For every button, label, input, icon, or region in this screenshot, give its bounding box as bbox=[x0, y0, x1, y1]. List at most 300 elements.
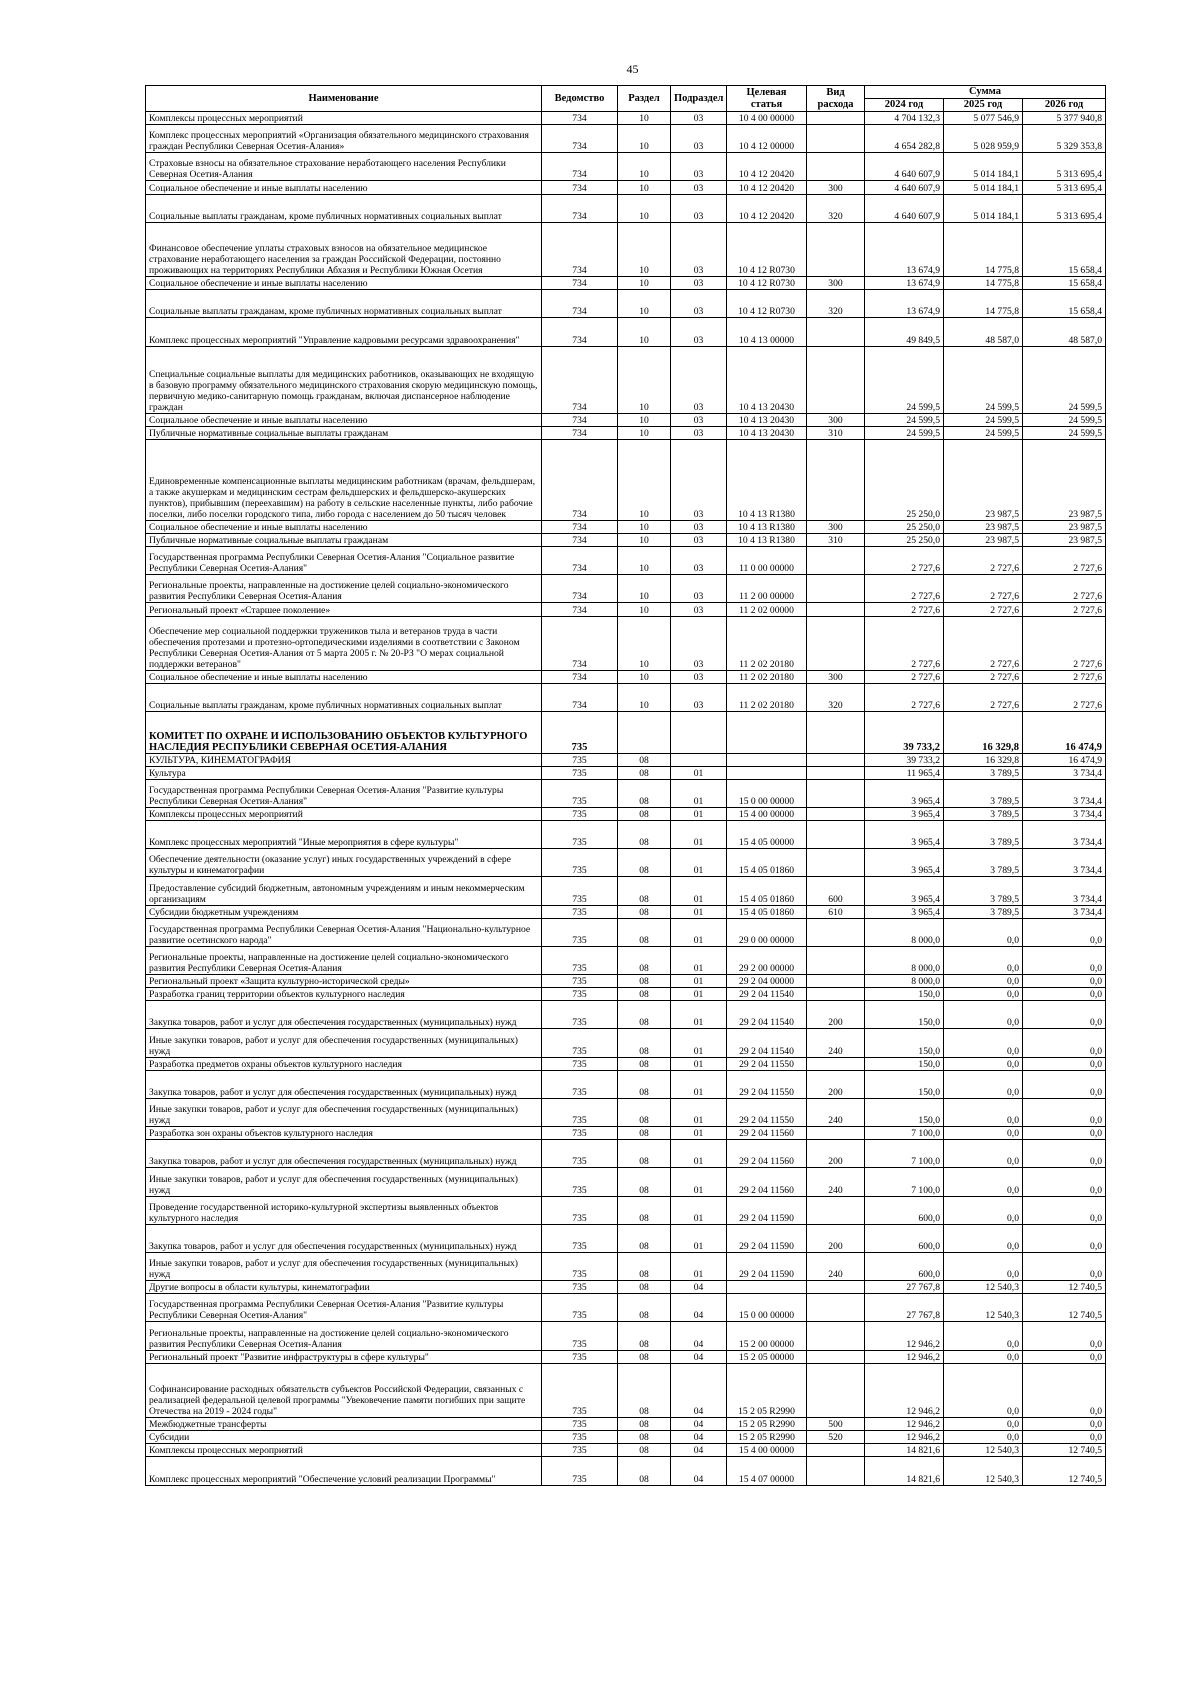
row-podrazdel: 04 bbox=[671, 1444, 727, 1457]
row-2024: 600,0 bbox=[865, 1196, 944, 1224]
row-2025: 2 727,6 bbox=[944, 603, 1023, 616]
row-2025: 23 987,5 bbox=[944, 533, 1023, 546]
row-razdel: 08 bbox=[618, 1252, 671, 1280]
row-2026: 23 987,5 bbox=[1023, 440, 1106, 521]
row-name: Комплекс процессных мероприятий "Управление кадровыми ресурсами здравоохранения" bbox=[146, 318, 542, 346]
row-target bbox=[727, 753, 807, 766]
row-razdel: 08 bbox=[618, 779, 671, 807]
row-vid bbox=[807, 222, 865, 276]
row-2026: 15 658,4 bbox=[1023, 277, 1106, 290]
row-2026: 3 734,4 bbox=[1023, 766, 1106, 779]
row-2025: 3 789,5 bbox=[944, 779, 1023, 807]
row-vid: 200 bbox=[807, 1001, 865, 1029]
row-name: Комплекс процессных мероприятий «Организация обязательного медицинского страхования граждан Республики Северная Осетия-Алания» bbox=[146, 125, 542, 153]
row-2026: 12 740,5 bbox=[1023, 1281, 1106, 1294]
row-podrazdel: 01 bbox=[671, 877, 727, 905]
row-name: Социальное обеспечение и иные выплаты населению bbox=[146, 414, 542, 427]
row-vedomstvo: 734 bbox=[542, 222, 618, 276]
row-podrazdel: 01 bbox=[671, 820, 727, 848]
row-target: 15 4 00 00000 bbox=[727, 1444, 807, 1457]
row-2025: 5 014 184,1 bbox=[944, 194, 1023, 222]
row-vid: 300 bbox=[807, 181, 865, 194]
row-podrazdel: 03 bbox=[671, 290, 727, 318]
row-vid: 300 bbox=[807, 520, 865, 533]
row-vedomstvo: 734 bbox=[542, 616, 618, 670]
row-podrazdel: 01 bbox=[671, 1098, 727, 1126]
row-target: 10 4 12 20420 bbox=[727, 181, 807, 194]
row-2024: 24 599,5 bbox=[865, 414, 944, 427]
row-vedomstvo: 735 bbox=[542, 918, 618, 946]
row-vid: 240 bbox=[807, 1098, 865, 1126]
row-target bbox=[727, 712, 807, 753]
row-podrazdel: 03 bbox=[671, 684, 727, 712]
row-target: 29 2 04 11590 bbox=[727, 1196, 807, 1224]
row-razdel: 10 bbox=[618, 427, 671, 440]
table-row bbox=[146, 125, 1106, 153]
row-vedomstvo: 735 bbox=[542, 946, 618, 974]
row-2024: 150,0 bbox=[865, 1029, 944, 1057]
row-target: 15 2 05 R2990 bbox=[727, 1418, 807, 1431]
row-razdel: 08 bbox=[618, 1098, 671, 1126]
row-target: 11 2 02 00000 bbox=[727, 603, 807, 616]
row-razdel: 10 bbox=[618, 575, 671, 603]
row-name: Предоставление субсидий бюджетным, автономным учреждениям и иным некоммерческим организациям bbox=[146, 877, 542, 905]
row-podrazdel: 01 bbox=[671, 1168, 727, 1196]
row-razdel: 08 bbox=[618, 1168, 671, 1196]
row-vid: 200 bbox=[807, 1224, 865, 1252]
row-razdel: 08 bbox=[618, 877, 671, 905]
row-vedomstvo: 735 bbox=[542, 1444, 618, 1457]
row-2026: 0,0 bbox=[1023, 1350, 1106, 1363]
row-name: Иные закупки товаров, работ и услуг для обеспечения государственных (муниципальных) нужд bbox=[146, 1168, 542, 1196]
table-row bbox=[146, 712, 1106, 753]
row-razdel: 08 bbox=[618, 1444, 671, 1457]
row-2025: 0,0 bbox=[944, 1196, 1023, 1224]
row-razdel: 08 bbox=[618, 905, 671, 918]
row-2025: 0,0 bbox=[944, 1322, 1023, 1350]
row-razdel: 10 bbox=[618, 603, 671, 616]
row-razdel: 08 bbox=[618, 1431, 671, 1444]
row-vid bbox=[807, 1363, 865, 1417]
row-podrazdel: 01 bbox=[671, 1252, 727, 1280]
row-vid bbox=[807, 1127, 865, 1140]
row-name: Социальное обеспечение и иные выплаты населению bbox=[146, 670, 542, 683]
row-vedomstvo: 735 bbox=[542, 877, 618, 905]
row-target: 10 4 12 R0730 bbox=[727, 222, 807, 276]
table-row bbox=[146, 1196, 1106, 1224]
row-name: Социальное обеспечение и иные выплаты населению bbox=[146, 181, 542, 194]
header-vid: Вид расхода bbox=[807, 86, 865, 112]
row-razdel: 10 bbox=[618, 125, 671, 153]
row-2026: 2 727,6 bbox=[1023, 603, 1106, 616]
row-razdel: 08 bbox=[618, 1418, 671, 1431]
row-2025: 12 540,3 bbox=[944, 1281, 1023, 1294]
row-vid bbox=[807, 1196, 865, 1224]
row-2024: 3 965,4 bbox=[865, 849, 944, 877]
row-2025: 5 028 959,9 bbox=[944, 125, 1023, 153]
row-2025: 0,0 bbox=[944, 1001, 1023, 1029]
row-razdel: 08 bbox=[618, 1196, 671, 1224]
row-2026: 16 474,9 bbox=[1023, 712, 1106, 753]
header-summa: Сумма bbox=[865, 86, 1106, 99]
row-2024: 7 100,0 bbox=[865, 1140, 944, 1168]
row-podrazdel: 04 bbox=[671, 1431, 727, 1444]
row-vedomstvo: 735 bbox=[542, 820, 618, 848]
row-vid bbox=[807, 753, 865, 766]
row-podrazdel: 04 bbox=[671, 1322, 727, 1350]
row-target: 10 4 00 00000 bbox=[727, 112, 807, 125]
row-vedomstvo: 735 bbox=[542, 779, 618, 807]
row-podrazdel: 03 bbox=[671, 427, 727, 440]
table-row bbox=[146, 1418, 1106, 1431]
row-2026: 24 599,5 bbox=[1023, 427, 1106, 440]
row-target: 29 2 04 11590 bbox=[727, 1252, 807, 1280]
row-2025: 14 775,8 bbox=[944, 290, 1023, 318]
row-name: Социальное обеспечение и иные выплаты населению bbox=[146, 520, 542, 533]
row-vedomstvo: 734 bbox=[542, 520, 618, 533]
row-name: Региональный проект «Старшее поколение» bbox=[146, 603, 542, 616]
table-row bbox=[146, 1457, 1106, 1485]
row-target: 11 2 02 20180 bbox=[727, 670, 807, 683]
row-2026: 0,0 bbox=[1023, 946, 1106, 974]
row-podrazdel: 01 bbox=[671, 779, 727, 807]
row-name: Социальное обеспечение и иные выплаты населению bbox=[146, 277, 542, 290]
table-row bbox=[146, 946, 1106, 974]
row-2024: 25 250,0 bbox=[865, 440, 944, 521]
row-2024: 2 727,6 bbox=[865, 547, 944, 575]
budget-table bbox=[145, 85, 1106, 1486]
row-target: 15 2 05 R2990 bbox=[727, 1431, 807, 1444]
row-2026: 0,0 bbox=[1023, 988, 1106, 1001]
table-row bbox=[146, 520, 1106, 533]
row-name: Региональные проекты, направленные на достижение целей социально-экономического развития Республики Северная Осетия-Алания bbox=[146, 575, 542, 603]
row-2024: 4 640 607,9 bbox=[865, 181, 944, 194]
row-target: 29 2 04 11560 bbox=[727, 1140, 807, 1168]
row-2026: 15 658,4 bbox=[1023, 222, 1106, 276]
row-2026: 0,0 bbox=[1023, 1363, 1106, 1417]
table-row bbox=[146, 684, 1106, 712]
table-row bbox=[146, 290, 1106, 318]
page-number: 45 bbox=[626, 62, 639, 76]
table-row bbox=[146, 905, 1106, 918]
row-podrazdel: 04 bbox=[671, 1281, 727, 1294]
row-razdel: 08 bbox=[618, 1140, 671, 1168]
row-2026: 2 727,6 bbox=[1023, 684, 1106, 712]
row-2026: 12 740,5 bbox=[1023, 1457, 1106, 1485]
row-vid bbox=[807, 1294, 865, 1322]
table-row bbox=[146, 1431, 1106, 1444]
row-2025: 3 789,5 bbox=[944, 820, 1023, 848]
row-vid: 320 bbox=[807, 684, 865, 712]
row-2026: 3 734,4 bbox=[1023, 807, 1106, 820]
table-row bbox=[146, 670, 1106, 683]
row-vedomstvo: 735 bbox=[542, 1350, 618, 1363]
row-vid: 200 bbox=[807, 1140, 865, 1168]
row-podrazdel: 03 bbox=[671, 616, 727, 670]
row-vid bbox=[807, 1457, 865, 1485]
row-name: Специальные социальные выплаты для медицинских работников, оказывающих не входящую в базовую программу обязательного медицинского страхования скорую медицинскую помощь, первичную медико-санитарную помощь гражданам, включая диспансерное наблюдение граждан bbox=[146, 346, 542, 414]
table-row bbox=[146, 1294, 1106, 1322]
row-2024: 14 821,6 bbox=[865, 1444, 944, 1457]
table-row bbox=[146, 1224, 1106, 1252]
row-2024: 150,0 bbox=[865, 1001, 944, 1029]
table-row bbox=[146, 1140, 1106, 1168]
row-razdel: 08 bbox=[618, 1322, 671, 1350]
table-row bbox=[146, 1098, 1106, 1126]
row-razdel: 10 bbox=[618, 440, 671, 521]
row-target: 10 4 13 20430 bbox=[727, 414, 807, 427]
header-razdel: Раздел bbox=[618, 86, 671, 112]
row-podrazdel: 01 bbox=[671, 1196, 727, 1224]
row-2025: 2 727,6 bbox=[944, 670, 1023, 683]
header-name: Наименование bbox=[146, 86, 542, 112]
table-row bbox=[146, 1363, 1106, 1417]
row-target: 29 2 04 11550 bbox=[727, 1098, 807, 1126]
row-name: Региональный проект "Развитие инфраструктуры в сфере культуры" bbox=[146, 1350, 542, 1363]
row-2025: 0,0 bbox=[944, 1363, 1023, 1417]
row-target: 29 2 04 11590 bbox=[727, 1224, 807, 1252]
row-2025: 24 599,5 bbox=[944, 427, 1023, 440]
row-name: Государственная программа Республики Северная Осетия-Алания "Социальное развитие Республики Северная Осетия-Алания" bbox=[146, 547, 542, 575]
row-2024: 4 640 607,9 bbox=[865, 153, 944, 181]
row-2024: 8 000,0 bbox=[865, 946, 944, 974]
row-2024: 39 733,2 bbox=[865, 753, 944, 766]
row-razdel: 10 bbox=[618, 670, 671, 683]
row-2024: 12 946,2 bbox=[865, 1418, 944, 1431]
row-vedomstvo: 735 bbox=[542, 1457, 618, 1485]
row-podrazdel: 03 bbox=[671, 414, 727, 427]
row-name: Проведение государственной историко-культурной экспертизы выявленных объектов культурного наследия bbox=[146, 1196, 542, 1224]
row-2024: 3 965,4 bbox=[865, 905, 944, 918]
row-2024: 600,0 bbox=[865, 1224, 944, 1252]
row-2024: 3 965,4 bbox=[865, 807, 944, 820]
row-vedomstvo: 734 bbox=[542, 112, 618, 125]
row-podrazdel: 04 bbox=[671, 1457, 727, 1485]
table-body bbox=[146, 112, 1106, 1486]
row-target: 11 2 02 20180 bbox=[727, 616, 807, 670]
row-2026: 24 599,5 bbox=[1023, 346, 1106, 414]
row-target: 10 4 12 20420 bbox=[727, 194, 807, 222]
row-2025: 16 329,8 bbox=[944, 753, 1023, 766]
row-2024: 150,0 bbox=[865, 1070, 944, 1098]
row-2026: 0,0 bbox=[1023, 1252, 1106, 1280]
table-row bbox=[146, 153, 1106, 181]
row-2025: 0,0 bbox=[944, 1418, 1023, 1431]
row-2025: 23 987,5 bbox=[944, 440, 1023, 521]
row-vedomstvo: 735 bbox=[542, 849, 618, 877]
row-name: Софинансирование расходных обязательств субъектов Российской Федерации, связанных с реализацией федеральной целевой программы "Увековечение памяти погибших при защите Отечества на 2019 - 2024 годы" bbox=[146, 1363, 542, 1417]
row-2024: 39 733,2 bbox=[865, 712, 944, 753]
row-2026: 0,0 bbox=[1023, 1418, 1106, 1431]
table-row bbox=[146, 1070, 1106, 1098]
row-vedomstvo: 735 bbox=[542, 1001, 618, 1029]
row-target: 29 2 04 11540 bbox=[727, 1029, 807, 1057]
row-podrazdel: 03 bbox=[671, 520, 727, 533]
row-2026: 0,0 bbox=[1023, 1196, 1106, 1224]
row-vedomstvo: 734 bbox=[542, 575, 618, 603]
row-razdel: 10 bbox=[618, 181, 671, 194]
row-vid: 520 bbox=[807, 1431, 865, 1444]
row-razdel: 10 bbox=[618, 153, 671, 181]
table-row bbox=[146, 318, 1106, 346]
row-2025: 5 077 546,9 bbox=[944, 112, 1023, 125]
row-razdel bbox=[618, 712, 671, 753]
row-2026: 3 734,4 bbox=[1023, 877, 1106, 905]
row-name: Другие вопросы в области культуры, кинематографии bbox=[146, 1281, 542, 1294]
row-2026: 0,0 bbox=[1023, 1224, 1106, 1252]
row-name: Комплекс процессных мероприятий "Иные мероприятия в сфере культуры" bbox=[146, 820, 542, 848]
row-razdel: 08 bbox=[618, 1127, 671, 1140]
header-podrazdel: Подраздел bbox=[671, 86, 727, 112]
row-podrazdel: 03 bbox=[671, 670, 727, 683]
row-vedomstvo: 735 bbox=[542, 1196, 618, 1224]
row-vedomstvo: 734 bbox=[542, 603, 618, 616]
row-2026: 2 727,6 bbox=[1023, 616, 1106, 670]
row-razdel: 10 bbox=[618, 684, 671, 712]
row-target: 15 2 05 R2990 bbox=[727, 1363, 807, 1417]
table-row bbox=[146, 1350, 1106, 1363]
row-2025: 0,0 bbox=[944, 988, 1023, 1001]
row-vedomstvo: 734 bbox=[542, 427, 618, 440]
row-vedomstvo: 734 bbox=[542, 153, 618, 181]
table-row bbox=[146, 1127, 1106, 1140]
table-row bbox=[146, 533, 1106, 546]
row-target: 29 2 04 00000 bbox=[727, 975, 807, 988]
row-2024: 3 965,4 bbox=[865, 820, 944, 848]
row-podrazdel: 01 bbox=[671, 1057, 727, 1070]
header-2024: 2024 год bbox=[865, 99, 944, 112]
table-row bbox=[146, 1029, 1106, 1057]
row-vid bbox=[807, 820, 865, 848]
row-razdel: 10 bbox=[618, 112, 671, 125]
row-vedomstvo: 735 bbox=[542, 1070, 618, 1098]
row-2024: 27 767,8 bbox=[865, 1281, 944, 1294]
row-2024: 49 849,5 bbox=[865, 318, 944, 346]
table-row bbox=[146, 616, 1106, 670]
row-target bbox=[727, 1281, 807, 1294]
table-row bbox=[146, 1168, 1106, 1196]
header-target: Целевая статья bbox=[727, 86, 807, 112]
row-target: 10 4 12 R0730 bbox=[727, 277, 807, 290]
row-podrazdel bbox=[671, 712, 727, 753]
row-2025: 0,0 bbox=[944, 1070, 1023, 1098]
row-target: 10 4 12 20420 bbox=[727, 153, 807, 181]
table-row bbox=[146, 427, 1106, 440]
row-vedomstvo: 734 bbox=[542, 194, 618, 222]
row-vid bbox=[807, 1350, 865, 1363]
row-2024: 2 727,6 bbox=[865, 575, 944, 603]
row-vid bbox=[807, 712, 865, 753]
table-row bbox=[146, 877, 1106, 905]
row-target: 10 4 13 R1380 bbox=[727, 520, 807, 533]
row-2025: 2 727,6 bbox=[944, 684, 1023, 712]
row-vedomstvo: 735 bbox=[542, 1140, 618, 1168]
row-vid bbox=[807, 988, 865, 1001]
row-razdel: 08 bbox=[618, 1457, 671, 1485]
row-2026: 24 599,5 bbox=[1023, 414, 1106, 427]
row-target: 15 2 00 00000 bbox=[727, 1322, 807, 1350]
row-vedomstvo: 735 bbox=[542, 1127, 618, 1140]
row-vid bbox=[807, 112, 865, 125]
row-podrazdel: 03 bbox=[671, 547, 727, 575]
row-2025: 0,0 bbox=[944, 1431, 1023, 1444]
row-vid bbox=[807, 946, 865, 974]
row-2024: 8 000,0 bbox=[865, 975, 944, 988]
row-2024: 25 250,0 bbox=[865, 533, 944, 546]
row-vid bbox=[807, 153, 865, 181]
row-2026: 0,0 bbox=[1023, 1322, 1106, 1350]
table-row bbox=[146, 1001, 1106, 1029]
row-2026: 2 727,6 bbox=[1023, 575, 1106, 603]
row-name: Региональные проекты, направленные на достижение целей социально-экономического развития Республики Северная Осетия-Алания bbox=[146, 946, 542, 974]
row-target: 29 2 04 11540 bbox=[727, 1001, 807, 1029]
row-2024: 3 965,4 bbox=[865, 779, 944, 807]
row-razdel: 08 bbox=[618, 1363, 671, 1417]
row-name: Государственная программа Республики Северная Осетия-Алания "Национально-культурное развитие осетинского народа" bbox=[146, 918, 542, 946]
row-podrazdel: 01 bbox=[671, 1029, 727, 1057]
row-podrazdel: 01 bbox=[671, 988, 727, 1001]
row-2026: 0,0 bbox=[1023, 1001, 1106, 1029]
row-podrazdel: 04 bbox=[671, 1350, 727, 1363]
row-2025: 0,0 bbox=[944, 1127, 1023, 1140]
row-name: Региональные проекты, направленные на достижение целей социально-экономического развития Республики Северная Осетия-Алания bbox=[146, 1322, 542, 1350]
row-target: 10 4 12 R0730 bbox=[727, 290, 807, 318]
row-2024: 13 674,9 bbox=[865, 222, 944, 276]
row-vedomstvo: 735 bbox=[542, 753, 618, 766]
row-vedomstvo: 735 bbox=[542, 1294, 618, 1322]
row-2025: 14 775,8 bbox=[944, 222, 1023, 276]
row-vid bbox=[807, 440, 865, 521]
row-name: Публичные нормативные социальные выплаты гражданам bbox=[146, 533, 542, 546]
row-2026: 0,0 bbox=[1023, 975, 1106, 988]
row-razdel: 08 bbox=[618, 946, 671, 974]
row-name: Иные закупки товаров, работ и услуг для обеспечения государственных (муниципальных) нужд bbox=[146, 1252, 542, 1280]
row-2025: 14 775,8 bbox=[944, 277, 1023, 290]
row-vedomstvo: 735 bbox=[542, 712, 618, 753]
table-row bbox=[146, 277, 1106, 290]
row-podrazdel: 03 bbox=[671, 533, 727, 546]
row-name: Разработка зон охраны объектов культурного наследия bbox=[146, 1127, 542, 1140]
row-target: 10 4 13 R1380 bbox=[727, 440, 807, 521]
row-razdel: 08 bbox=[618, 1224, 671, 1252]
row-2024: 12 946,2 bbox=[865, 1363, 944, 1417]
row-podrazdel: 03 bbox=[671, 153, 727, 181]
row-vid bbox=[807, 346, 865, 414]
row-razdel: 08 bbox=[618, 1350, 671, 1363]
row-name: Субсидии bbox=[146, 1431, 542, 1444]
row-2026: 2 727,6 bbox=[1023, 670, 1106, 683]
row-vedomstvo: 735 bbox=[542, 905, 618, 918]
table-row bbox=[146, 112, 1106, 125]
table-row bbox=[146, 820, 1106, 848]
row-vid bbox=[807, 918, 865, 946]
row-razdel: 08 bbox=[618, 988, 671, 1001]
row-name: Социальные выплаты гражданам, кроме публичных нормативных социальных выплат bbox=[146, 684, 542, 712]
row-2024: 4 704 132,3 bbox=[865, 112, 944, 125]
row-2026: 16 474,9 bbox=[1023, 753, 1106, 766]
row-2025: 2 727,6 bbox=[944, 547, 1023, 575]
row-vid: 200 bbox=[807, 1070, 865, 1098]
row-2025: 3 789,5 bbox=[944, 849, 1023, 877]
row-2025: 3 789,5 bbox=[944, 766, 1023, 779]
row-razdel: 10 bbox=[618, 290, 671, 318]
row-2026: 3 734,4 bbox=[1023, 820, 1106, 848]
row-name: Государственная программа Республики Северная Осетия-Алания "Развитие культуры Республики Северная Осетия-Алания" bbox=[146, 1294, 542, 1322]
row-vedomstvo: 734 bbox=[542, 440, 618, 521]
table-row bbox=[146, 988, 1106, 1001]
row-2025: 5 014 184,1 bbox=[944, 153, 1023, 181]
row-razdel: 08 bbox=[618, 807, 671, 820]
